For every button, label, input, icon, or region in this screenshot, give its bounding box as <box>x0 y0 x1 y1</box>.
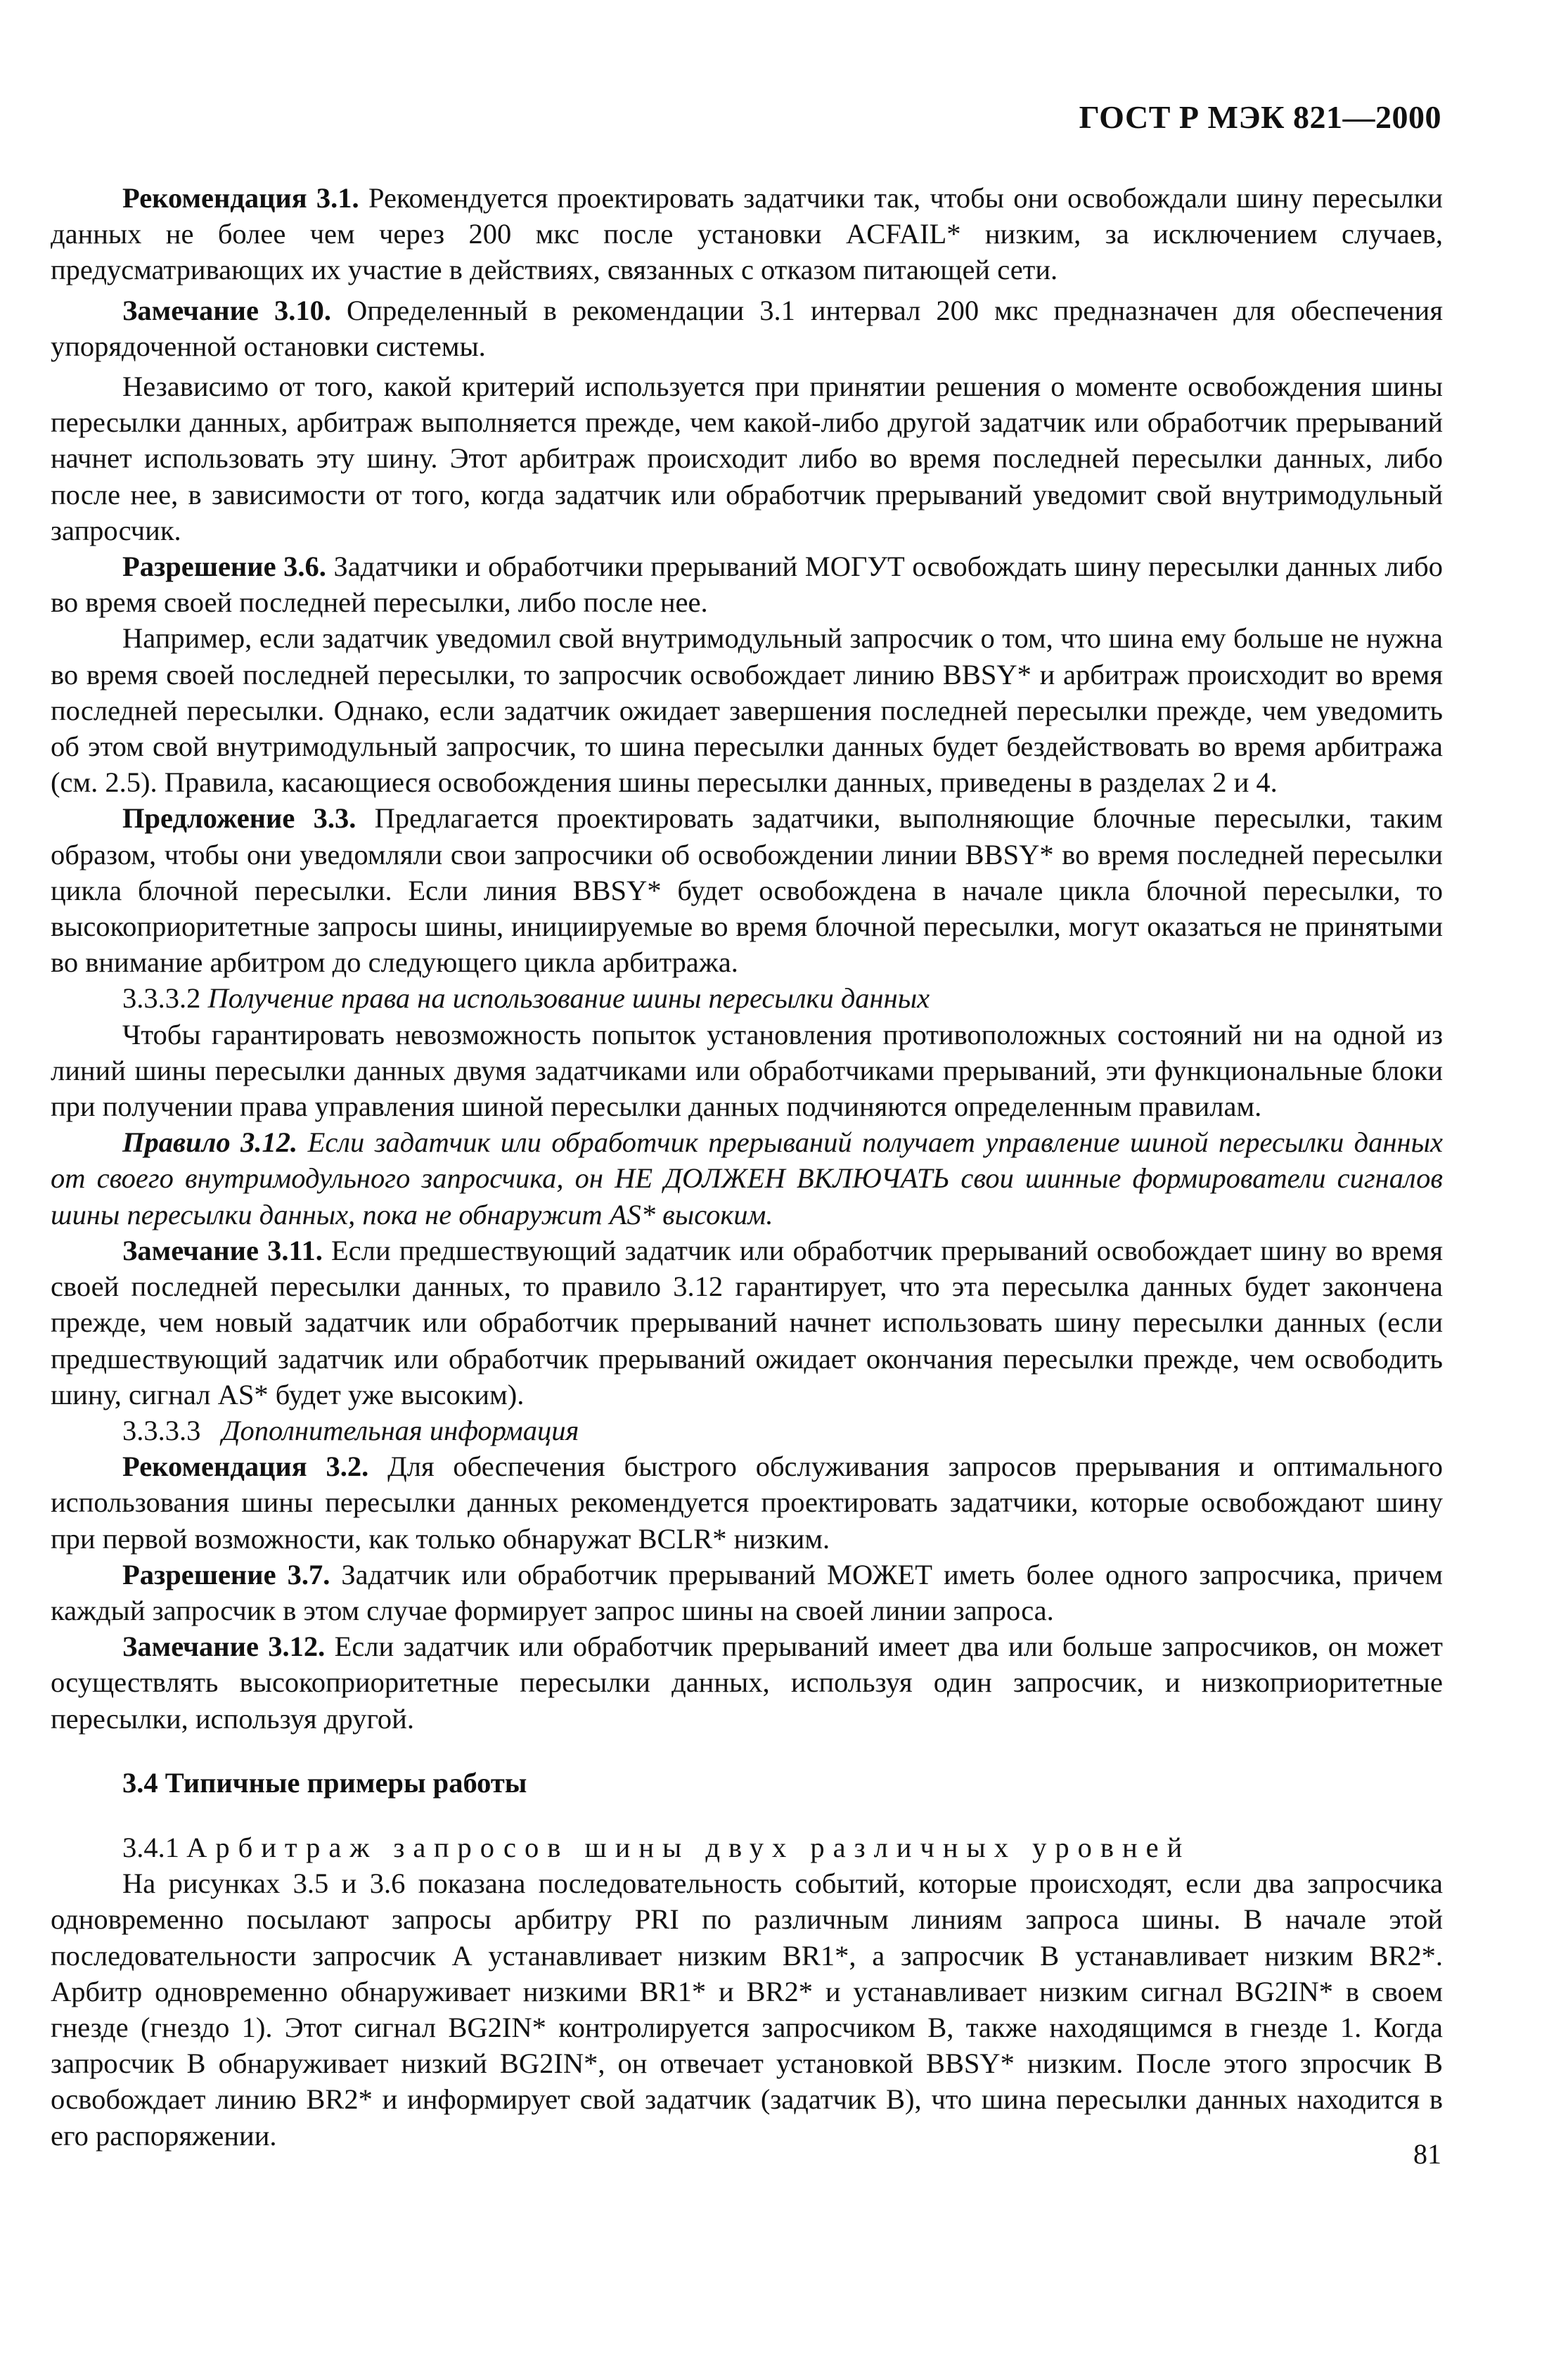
section-3-3-3-2-heading: 3.3.3.2 Получение права на использование шины пересылки данных <box>122 982 930 1015</box>
permission-3-7: Разрешение 3.7. Задатчик или обработчик прерываний МОЖЕТ иметь более одного запросчика, причем каждый запросчик в этом случае формирует запрос шины на своей линии запроса. <box>51 1558 1443 1626</box>
arbitration-paragraph: Независимо от того, какой критерий используется при принятии решения о моменте освобождения шины пересылки данных, арбитраж выполняется прежде, чем какой-либо другой задатчик или обработчик прерываний начнет использовать эту шину. Этот арбитраж происходит либо во время последней пересылки данных, либо после нее, в зависимости от того, когда задатчик или обработчик прерываний уведомит свой внутримодульный запросчик. <box>51 371 1443 546</box>
note-3-11: Замечание 3.11. Если предшествующий задатчик или обработчик прерываний освобождает шину во время своей последней пересылки данных, то правило 3.12 гарантирует, что эта пересылка данных будет закончена прежде, чем новый задатчик или обработчик прерываний начнет использовать шину пересылки данных (если предшествующий задатчик или обработчик прерываний ожидает окончания пересылки прежде, чем освободить шину, сигнал AS* будет уже высоким). <box>51 1234 1443 1410</box>
section-3-4-1-heading: 3.4.1 Арбитраж запросов шины двух различных уровней <box>122 1831 1191 1863</box>
section-3-4-heading: 3.4 Типичные примеры работы <box>122 1767 527 1799</box>
rule-3-12: Правило 3.12. Если задатчик или обработчик прерываний получает управление шиной пересылки данных от своего внутримодульного запросчика, он НЕ ДОЛЖЕН ВКЛЮЧАТЬ свои шинные формирователи сигналов шины пересылки данных, пока не обнаружит AS* высоким. <box>51 1126 1444 1230</box>
section-3-4-1-text: На рисунках 3.5 и 3.6 показана последовательность событий, которые происходят, если два запросчика одновременно посылают запросы арбитру PRI по различным линиям запроса шины. В начале этой последовательности запросчик А устанавливает низким BR1*, а запросчик В устанавливает низким BR2*. Арбитр одновременно обнаруживает низкими BR1* и BR2* и устанавливает низким сигнал BG2IN* в своем гнезде (гнездо 1). Этот сигнал BG2IN* контролируется запросчиком В, также находящимся в гнезде 1. Когда запросчик В обнаруживает низкий BG2IN*, он отвечает установкой BBSY* низким. После этого зпросчик В освобождает линию BR2* и информирует свой задатчик (задатчик В), что шина пересылки данных находится в его распоряжении. <box>51 1867 1443 2152</box>
page-number: 81 <box>1413 2138 1441 2170</box>
body-text <box>51 180 1443 2154</box>
document-code-header: ГОСТ Р МЭК 821—2000 <box>1079 99 1441 135</box>
recommendation-3-1: Рекомендация 3.1. Рекомендуется проектировать задатчики так, чтобы они освобождали шину пересылки данных не более чем через 200 мкс после установки ACFAIL* низким, за исключением случаев, предусматривающих их участие в действиях, связанных с отказом питающей сети. <box>51 182 1443 286</box>
permission-3-6: Разрешение 3.6. Задатчики и обработчики прерываний МОГУТ освобождать шину пересылки данных либо во время своей последней пересылки, либо после нее. <box>51 551 1443 619</box>
example-paragraph: Например, если задатчик уведомил свой внутримодульный запросчик о том, что шина ему больше не нужна во время своей последней пересылки, то запросчик освобождает линию BBSY* и арбитраж происходит во время последней пересылки. Однако, если задатчик ожидает завершения последней пересылки прежде, чем уведомить об этом свой внутримодульный запросчик, то шина пересылки данных будет бездействовать во время арбитража (см. 2.5). Правила, касающиеся освобождения шины пересылки данных, приведены в разделах 2 и 4. <box>51 622 1443 799</box>
recommendation-3-2: Рекомендация 3.2. Для обеспечения быстрого обслуживания запросов прерывания и оптимального использования шины пересылки данных рекомендуется проектировать задатчики, которые освобождают шину при первой возможности, как только обнаружат BCLR* низким. <box>51 1451 1443 1555</box>
note-3-10: Замечание 3.10. Определенный в рекомендации 3.1 интервал 200 мкс предназначен для обеспечения упорядоченной остановки системы. <box>51 294 1443 362</box>
note-3-12: Замечание 3.12. Если задатчик или обработчик прерываний имеет два или больше запросчиков, он может осуществлять высокоприоритетные пересылки данных, используя один запросчик, и низкоприоритетные пересылки, используя другой. <box>51 1631 1443 1735</box>
section-3-3-3-3-heading: 3.3.3.3 Дополнительная информация <box>122 1414 579 1446</box>
section-3-3-3-2-text: Чтобы гарантировать невозможность попыток установления противоположных состояний ни на одной из линий шины пересылки данных двумя задатчиками или обработчиками прерываний, эти функциональные блоки при получении права управления шиной пересылки данных подчиняются определенным правилам. <box>51 1018 1443 1123</box>
suggestion-3-3: Предложение 3.3. Предлагается проектировать задатчики, выполняющие блочные пересылки, таким образом, чтобы они уведомляли свои запросчики об освобождении линии BBSY* во время последней пересылки цикла блочной пересылки. Если линия BBSY* будет освобождена в начале цикла блочной пересылки, то высокоприоритетные запросы шины, инициируемые во время блочной пересылки, могут оказаться не принятыми во внимание арбитром до следующего цикла арбитража. <box>51 802 1443 979</box>
